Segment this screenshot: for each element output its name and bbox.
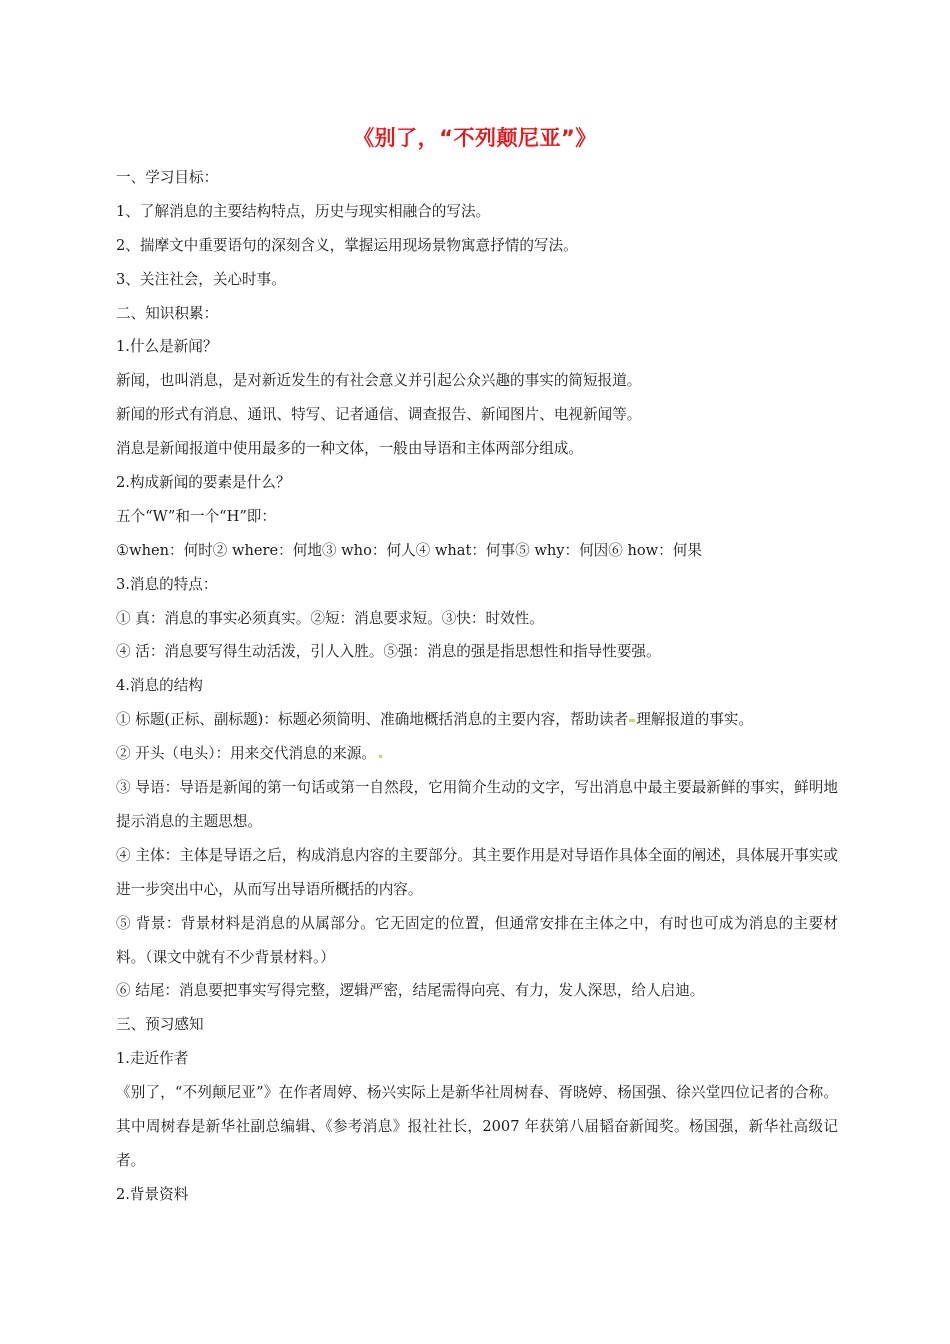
paragraph [116,703,838,737]
objective-item: 3、关注社会，关心时事。 [116,270,286,288]
paragraph-part: 理解报道的事实。 [636,711,753,729]
objective-item: 2、揣摩文中重要语句的深刻含义，掌握运用现场景物寓意抒情的写法。 [116,236,578,254]
paragraph [116,737,838,771]
paragraph: ④ 主体：主体是导语之后，构成消息内容的主要部分。其主要作用是对导语作具体全面的阐述，具体展开事实或进一步突出中心，从而写出导语所概括的内容。 [116,846,838,898]
paragraph: 新闻，也叫消息，是对新近发生的有社会意义并引起公众兴趣的事实的简短报道。 [116,372,642,390]
section-heading-preview: 三、预习感知 [116,1016,204,1034]
paragraph: 新闻的形式有消息、通讯、特写、记者通信、调查报告、新闻图片、电视新闻等。 [116,406,642,424]
paragraph-part: ② 开头（电头）：用来交代消息的来源。 [116,745,377,763]
question-heading: 4.消息的结构 [116,677,203,695]
paragraph: ①when：何时② where：何地③ who：何人④ what：何事⑤ why：何因⑥ how：何果 [116,541,702,559]
question-heading: 2.背景资料 [116,1185,189,1203]
question-heading: 2.构成新闻的要素是什么？ [116,474,291,492]
question-heading: 3.消息的特点： [116,575,218,593]
question-heading: 1.什么是新闻？ [116,338,218,356]
objective-item: 1、了解消息的主要结构特点，历史与现实相融合的写法。 [116,202,491,220]
paragraph: ⑥ 结尾：消息要把事实写得完整，逻辑严密，结尾需得向亮、有力，发人深思，给人启迪。 [116,982,705,1000]
paragraph: ④ 活：消息要写得生动活泼，引人入胜。⑤强：消息的强是指思想性和指导性要强。 [116,643,661,661]
paragraph: ③ 导语：导语是新闻的第一句话或第一自然段，它用简介生动的文字，写出消息中最主要最新鲜的事实，鲜明地提示消息的主题思想。 [116,779,838,830]
scan-mark [379,755,382,758]
section-heading-objectives: 一、学习目标： [116,169,219,186]
document-body [116,161,838,1212]
document-title: 《别了，“不列颠尼亚”》 [353,126,597,150]
question-heading: 1.走近作者 [116,1050,189,1068]
paragraph: ⑤ 背景：背景材料是消息的从属部分。它无固定的位置，但通常安排在主体之中，有时也可成为消息的主要材料。（课文中就有不少背景材料。） [116,914,838,966]
paragraph: ① 真：消息的事实必须真实。②短：消息要求短。③快：时效性。 [116,609,544,627]
paragraph: 《别了，“不列颠尼亚”》在作者周婷、杨兴实际上是新华社周树春、胥晓婷、杨国强、徐兴堂四位记者的合称。其中周树春是新华社副总编辑、《参考消息》报社社长，2007 年获第八届韬奋新闻奖。杨国强，新华社高级记者。 [116,1084,838,1169]
paragraph: 消息是新闻报道中使用最多的一种文体，一般由导语和主体两部分组成。 [116,440,584,458]
scan-mark [629,719,635,722]
section-heading-knowledge: 二、知识积累： [116,304,219,322]
paragraph-part: ① 标题(正标、副标题)：标题必须简明、准确地概括消息的主要内容，帮助读者 [116,711,629,729]
paragraph: 五个“W”和一个“H”即： [116,507,276,525]
